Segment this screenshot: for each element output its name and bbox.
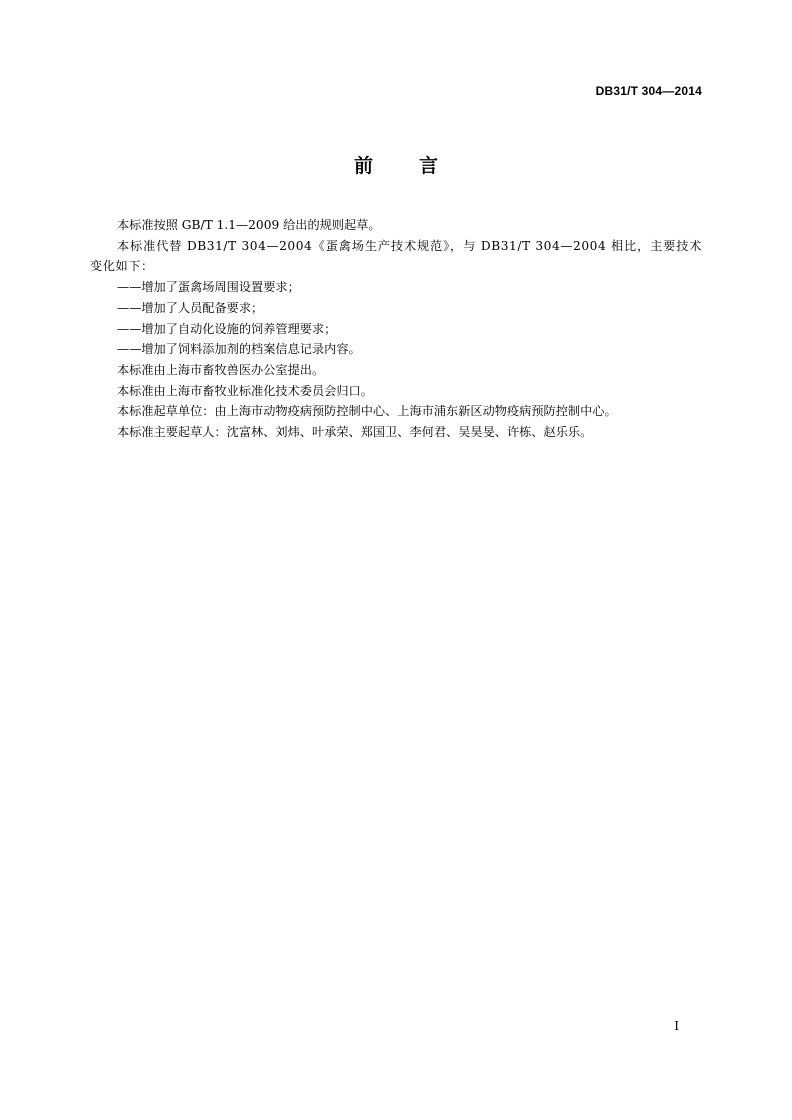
document-code: DB31/T 304—2014: [595, 84, 702, 98]
list-item-change-feed-records: ——增加了饲料添加剂的档案信息记录内容。: [117, 342, 361, 357]
paragraph-replacement-notice: 本标准代替 DB31/T 304—2004《蛋禽场生产技术规范》，与 DB31/T 304—2004 相比，主要技术变化如下：: [90, 238, 702, 274]
page-number: I: [674, 1019, 679, 1033]
foreword-body: [90, 215, 702, 443]
list-item-change-automation: ——增加了自动化设施的饲养管理要求；: [117, 321, 337, 336]
paragraph-drafting-units: 本标准起草单位：由上海市动物疫病预防控制中心、上海市浦东新区动物疫病预防控制中心。: [117, 404, 617, 419]
section-title-foreword: 前言: [353, 155, 484, 177]
paragraph-proposed-by: 本标准由上海市畜牧兽医办公室提出。: [117, 362, 325, 377]
paragraph-drafting-rules: 本标准按照 GB/T 1.1—2009 给出的规则起草。: [117, 218, 381, 232]
list-item-change-staffing: ——增加了人员配备要求；: [117, 300, 264, 315]
list-item-change-surroundings: ——增加了蛋禽场周围设置要求；: [117, 280, 300, 295]
paragraph-centralized-by: 本标准由上海市畜牧业标准化技术委员会归口。: [117, 383, 373, 398]
paragraph-main-drafters: 本标准主要起草人：沈富林、刘炜、叶承荣、郑国卫、李何君、吴昊旻、许栋、赵乐乐。: [117, 425, 593, 440]
